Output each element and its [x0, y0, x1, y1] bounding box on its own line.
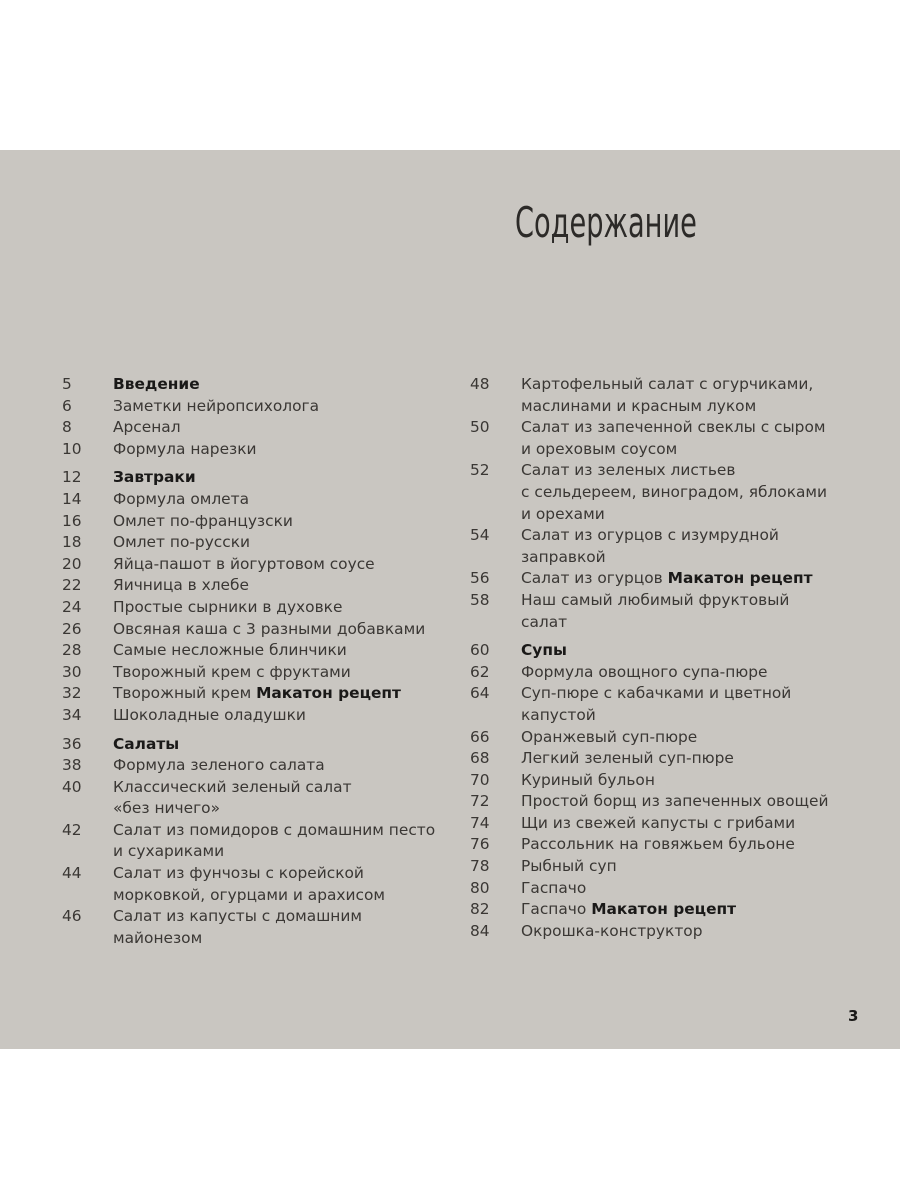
makaton-recipe-label: Макатон рецепт: [256, 684, 401, 703]
toc-entry-text: Омлет по-русски: [113, 533, 251, 552]
toc-entry-line: [521, 396, 890, 418]
toc-entry-title: [113, 374, 442, 396]
toc-entry-line: [521, 374, 890, 396]
toc-page-number: 72: [470, 792, 490, 811]
toc-entry-text: Наш самый любимый фруктовый: [521, 590, 790, 609]
toc-entry: [62, 705, 442, 727]
toc-entry-text: Салаты: [113, 734, 180, 753]
toc-entry-line: [113, 489, 442, 511]
toc-entry: [470, 791, 890, 813]
toc-entry-line: [113, 619, 442, 641]
toc-entry-text: Формула омлета: [113, 489, 250, 508]
toc-entry-text: Введение: [113, 375, 200, 393]
toc-entry-text: салат: [521, 612, 568, 631]
toc-entry-text: Салат из капусты с домашним: [113, 907, 362, 926]
toc-entry-title: [521, 568, 890, 590]
toc-entry-title: [521, 813, 890, 835]
toc-entry-text: Оранжевый суп-пюре: [521, 727, 698, 746]
toc-entry-line: [521, 612, 890, 634]
toc-entry-line: [113, 575, 442, 597]
toc-entry-title: [113, 755, 442, 777]
toc-entry-text: с сельдереем, виноградом, яблоками: [521, 482, 828, 501]
toc-entry: [62, 820, 442, 863]
toc-entry-title: [113, 511, 442, 533]
toc-entry: [62, 532, 442, 554]
toc-entry-title: [521, 525, 890, 568]
toc-section-heading: [470, 640, 890, 662]
toc-entry-line: [521, 727, 890, 749]
toc-page-number: 76: [470, 835, 490, 854]
toc-entry: [62, 640, 442, 662]
toc-entry-title: [521, 856, 890, 878]
toc-entry-text: Яичница в хлебе: [113, 576, 249, 595]
toc-entry-text: Куриный бульон: [521, 770, 655, 789]
toc-entry-title: [113, 640, 442, 662]
toc-entry-text: и ореховым соусом: [521, 439, 678, 458]
toc-entry-text: майонезом: [113, 928, 203, 947]
toc-entry-text: Салат из зеленых листьев: [521, 461, 736, 480]
toc-entry-line: [521, 683, 890, 705]
toc-entry-line: [521, 791, 890, 813]
toc-entry-line: [113, 374, 442, 396]
toc-entry-line: [521, 878, 890, 900]
toc-page-number: 18: [62, 533, 82, 552]
toc-entry-line: [113, 683, 442, 705]
toc-entry-title: [113, 777, 442, 820]
toc-entry-title: [113, 705, 442, 727]
toc-page-number: 38: [62, 756, 82, 775]
toc-entry: [62, 662, 442, 684]
toc-entry-line: [521, 547, 890, 569]
toc-entry-text: капустой: [521, 705, 596, 724]
toc-page-number: 5: [62, 375, 72, 393]
toc-entry: [470, 417, 890, 460]
toc-page-number: 14: [62, 489, 82, 508]
toc-entry-title: [521, 417, 890, 460]
toc-page-number: 42: [62, 820, 82, 839]
toc-left-column: [62, 374, 442, 949]
toc-entry-text: Формула овощного супа-пюре: [521, 662, 768, 681]
toc-entry-title: [521, 727, 890, 749]
toc-entry-title: [521, 374, 890, 417]
toc-entry-text: Рассольник на говяжьем бульоне: [521, 835, 795, 854]
toc-section-heading: [62, 734, 442, 756]
toc-entry-line: [113, 777, 442, 799]
toc-entry-title: [113, 662, 442, 684]
toc-entry-title: [113, 683, 442, 705]
toc-page-number: 34: [62, 705, 82, 724]
toc-entry-text: Салат из помидоров с домашним песто: [113, 820, 436, 839]
toc-entry-line: [521, 834, 890, 856]
toc-entry-title: [113, 575, 442, 597]
toc-entry-text: Салат из огурцов: [521, 569, 668, 588]
toc-entry-title: [521, 770, 890, 792]
toc-page-number: 54: [470, 526, 490, 545]
toc-entry-text: «без ничего»: [113, 799, 220, 818]
toc-entry-text: Гаспачо: [521, 878, 587, 897]
toc-section-heading: [62, 467, 442, 489]
toc-entry-title: [113, 467, 442, 489]
toc-page-number: 30: [62, 662, 82, 681]
toc-entry-line: [521, 899, 890, 921]
toc-entry-line: [521, 705, 890, 727]
toc-page-number: 70: [470, 770, 490, 789]
toc-entry-line: [521, 921, 890, 943]
toc-entry: [470, 727, 890, 749]
toc-page-number: 24: [62, 597, 82, 616]
toc-entry-text: Творожный крем: [113, 684, 257, 703]
toc-entry-title: [113, 417, 442, 439]
toc-entry: [470, 525, 890, 568]
toc-entry: [470, 878, 890, 900]
toc-page-number: 16: [62, 511, 82, 530]
toc-entry-text: Формула нарезки: [113, 439, 257, 458]
toc-entry-line: [521, 856, 890, 878]
toc-entry-line: [521, 748, 890, 770]
toc-entry-line: [113, 906, 442, 928]
toc-page-number: 48: [470, 375, 490, 393]
toc-entry-line: [113, 554, 442, 576]
toc-entry: [62, 575, 442, 597]
toc-entry-title: [521, 899, 890, 921]
toc-entry-title: [521, 683, 890, 726]
toc-section-heading: [62, 374, 442, 396]
toc-entry-line: [113, 798, 442, 820]
toc-entry-line: [113, 511, 442, 533]
toc-entry-text: Формула зеленого салата: [113, 756, 325, 775]
toc-entry-text: Картофельный салат с огурчиками,: [521, 375, 814, 393]
toc-entry: [470, 590, 890, 633]
toc-entry-text: Творожный крем с фруктами: [113, 662, 351, 681]
toc-entry-text: Самые несложные блинчики: [113, 641, 347, 660]
toc-entry-line: [113, 928, 442, 950]
book-page: [0, 150, 900, 1049]
toc-entry-line: [521, 525, 890, 547]
toc-entry-title: [113, 863, 442, 906]
toc-entry-text: Завтраки: [113, 468, 196, 487]
toc-entry-title: [113, 906, 442, 949]
toc-entry-text: Арсенал: [113, 418, 181, 437]
toc-entry-text: Овсяная каша с 3 разными добавками: [113, 619, 426, 638]
toc-entry: [62, 777, 442, 820]
toc-entry-text: морковкой, огурцами и арахисом: [113, 885, 385, 904]
toc-entry-text: Салат из фунчозы с корейской: [113, 864, 364, 883]
toc-entry-text: Салат из огурцов с изумрудной: [521, 526, 779, 545]
toc-page-number: 40: [62, 777, 82, 796]
toc-page-number: 46: [62, 907, 82, 926]
toc-entry-title: [113, 489, 442, 511]
toc-entry: [62, 396, 442, 418]
toc-entry: [470, 460, 890, 525]
toc-entry-line: [113, 597, 442, 619]
toc-entry-text: Гаспачо: [521, 900, 592, 919]
toc-entry: [62, 906, 442, 949]
toc-entry-line: [521, 504, 890, 526]
toc-page-number: 68: [470, 749, 490, 768]
toc-entry: [62, 683, 442, 705]
toc-page-number: 10: [62, 439, 82, 458]
toc-entry-text: заправкой: [521, 547, 606, 566]
toc-page-number: 80: [470, 878, 490, 897]
toc-entry-line: [113, 640, 442, 662]
toc-entry: [470, 683, 890, 726]
toc-page-number: 8: [62, 418, 72, 437]
toc-entry-title: [113, 820, 442, 863]
toc-page-number: 44: [62, 864, 82, 883]
toc-entry-line: [521, 439, 890, 461]
toc-entry-line: [521, 640, 890, 662]
toc-entry: [62, 554, 442, 576]
toc-entry: [470, 899, 890, 921]
toc-entry-line: [521, 590, 890, 612]
toc-entry-line: [113, 885, 442, 907]
toc-page-number: 50: [470, 418, 490, 437]
toc-entry-text: Окрошка-конструктор: [521, 921, 703, 940]
toc-entry-text: Простые сырники в духовке: [113, 597, 343, 616]
toc-page-number: 28: [62, 641, 82, 660]
toc-entry-line: [113, 417, 442, 439]
toc-entry-title: [521, 878, 890, 900]
toc-entry-text: и сухариками: [113, 842, 225, 861]
toc-entry-line: [113, 467, 442, 489]
toc-entry-line: [521, 417, 890, 439]
toc-entry: [470, 662, 890, 684]
toc-entry-title: [521, 748, 890, 770]
toc-entry-text: Классический зеленый салат: [113, 777, 352, 796]
toc-page-number: 20: [62, 554, 82, 573]
toc-entry: [62, 863, 442, 906]
toc-entry-text: Яйца-пашот в йогуртовом соусе: [113, 554, 375, 573]
toc-entry-line: [113, 755, 442, 777]
toc-entry-text: Салат из запеченной свеклы с сыром: [521, 418, 826, 437]
toc-page-number: 52: [470, 461, 490, 480]
toc-page-number: 12: [62, 468, 82, 487]
toc-page-number: 58: [470, 590, 490, 609]
toc-entry-text: Заметки нейропсихолога: [113, 396, 320, 415]
toc-entry: [62, 439, 442, 461]
toc-entry-line: [113, 841, 442, 863]
toc-entry: [470, 856, 890, 878]
toc-entry-line: [113, 662, 442, 684]
toc-entry-title: [521, 640, 890, 662]
toc-page-number: 84: [470, 921, 490, 940]
toc-entry-line: [521, 813, 890, 835]
toc-page-number: 82: [470, 900, 490, 919]
toc-entry-text: Щи из свежей капусты с грибами: [521, 813, 796, 832]
toc-entry-line: [521, 770, 890, 792]
toc-page-number: 6: [62, 396, 72, 415]
toc-page-number: 78: [470, 857, 490, 876]
toc-entry-title: [521, 791, 890, 813]
toc-entry-title: [113, 619, 442, 641]
toc-entry-line: [521, 482, 890, 504]
toc-entry-text: Простой борщ из запеченных овощей: [521, 792, 829, 811]
toc-entry-line: [113, 439, 442, 461]
makaton-recipe-label: Макатон рецепт: [667, 569, 813, 588]
toc-page-number: 62: [470, 662, 490, 681]
toc-entry-text: маслинами и красным луком: [521, 396, 757, 415]
toc-entry: [62, 755, 442, 777]
toc-entry-title: [113, 396, 442, 418]
toc-entry-line: [113, 863, 442, 885]
toc-entry-title: [113, 439, 442, 461]
toc-entry-text: Легкий зеленый суп-пюре: [521, 749, 734, 768]
toc-entry: [470, 748, 890, 770]
toc-entry: [470, 374, 890, 417]
toc-entry-text: Суп-пюре с кабачками и цветной: [521, 684, 792, 703]
toc-entry: [62, 417, 442, 439]
toc-page-number: 22: [62, 576, 82, 595]
toc-entry-title: [113, 554, 442, 576]
toc-entry-text: и орехами: [521, 504, 605, 523]
toc-entry: [470, 770, 890, 792]
toc-entry-line: [521, 460, 890, 482]
toc-entry-line: [113, 532, 442, 554]
toc-entry-line: [113, 396, 442, 418]
toc-entry-text: Супы: [521, 641, 567, 660]
toc-entry-text: Шоколадные оладушки: [113, 705, 306, 724]
toc-entry-line: [521, 568, 890, 590]
toc-page-number: 26: [62, 619, 82, 638]
toc-entry-text: Рыбный суп: [521, 857, 617, 876]
toc-entry-text: Омлет по-французски: [113, 511, 293, 530]
toc-entry: [62, 619, 442, 641]
toc-page-number: 36: [62, 734, 82, 753]
toc-entry-line: [113, 820, 442, 842]
toc-entry: [470, 568, 890, 590]
toc-entry: [62, 511, 442, 533]
toc-entry: [470, 921, 890, 943]
toc-entry-title: [521, 460, 890, 525]
toc-page-number: 32: [62, 684, 82, 703]
toc-entry-title: [521, 662, 890, 684]
toc-entry-line: [521, 662, 890, 684]
toc-entry: [470, 834, 890, 856]
page-number: 3: [848, 1007, 859, 1025]
toc-entry-title: [521, 921, 890, 943]
toc-page-number: 66: [470, 727, 490, 746]
toc-right-column: [470, 374, 890, 942]
toc-entry-title: [521, 834, 890, 856]
toc-page-number: 74: [470, 813, 490, 832]
toc-entry-title: [113, 734, 442, 756]
toc-entry: [470, 813, 890, 835]
toc-entry-line: [113, 705, 442, 727]
toc-page-number: 56: [470, 569, 490, 588]
toc-page-number: 60: [470, 641, 490, 660]
page-title: Содержание: [515, 198, 697, 247]
toc-entry-title: [113, 597, 442, 619]
makaton-recipe-label: Макатон рецепт: [591, 900, 737, 919]
toc-entry: [62, 597, 442, 619]
toc-entry: [62, 489, 442, 511]
toc-entry-title: [113, 532, 442, 554]
toc-page-number: 64: [470, 684, 490, 703]
toc-entry-line: [113, 734, 442, 756]
toc-entry-title: [521, 590, 890, 633]
